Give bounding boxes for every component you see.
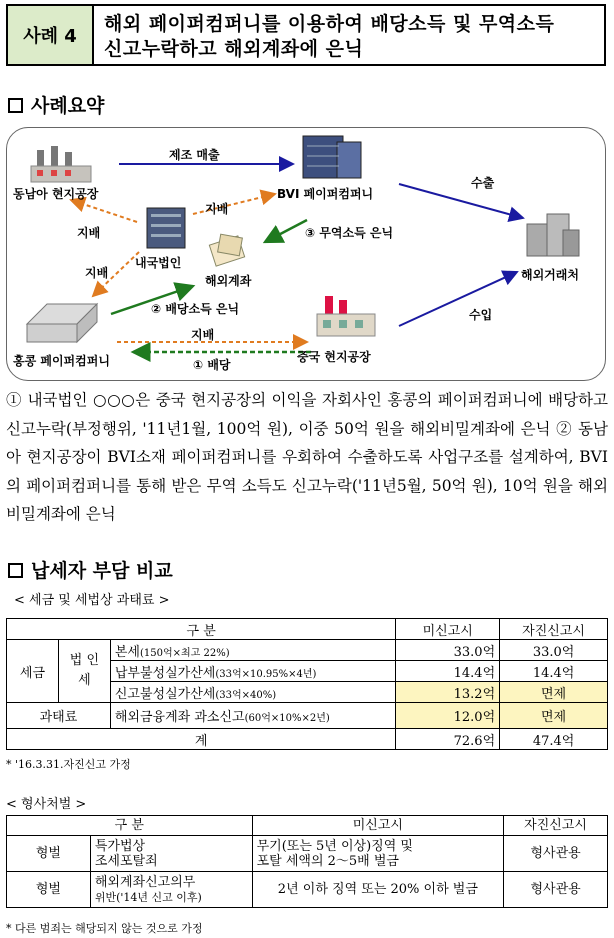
total-label: 계 [7, 729, 396, 750]
node-domestic: 내국법인 [135, 256, 182, 270]
penalty-table [6, 815, 608, 908]
summary-paragraph: ① 내국법인 ○○○은 중국 현지공장의 이익을 자회사인 홍콩의 페이퍼컴퍼니에 배당하고 신고누락(부정행위, '11년1월, 100억 원), 이중 50억 원을 해외비밀계좌에 은닉 ② 동남아 현지공장이 BVI소재 페이퍼컴퍼니를 우회하여 수출하도록 사업구조를 설계하여, BVI의 페이퍼컴퍼니를 통해 받은 무역 소득도 신고누락('11년5월, 50억 원), 10억 원을 해외비밀계좌에 은닉 [6, 391, 608, 523]
corp-tax-label: 법 인 세 [58, 640, 110, 703]
bvi-building-icon [303, 136, 361, 178]
node-sea-factory: 동남아 현지공장 [13, 187, 99, 201]
edge-import: 수입 [469, 308, 493, 322]
case-title-line1: 해외 페이퍼컴퍼니를 이용하여 배당소득 및 무역소득 [104, 13, 555, 35]
edge-control-1: 지배 [205, 202, 229, 216]
penalty-law: 특가법상 조세포탈죄 [90, 836, 252, 872]
fine-group-label: 과태료 [7, 703, 111, 729]
arrow-trade-hide [265, 220, 307, 242]
node-bvi-paper: BVI 페이퍼컴퍼니 [277, 187, 374, 201]
penalty-value: 형사관용 [504, 836, 608, 872]
hk-building-icon [27, 304, 97, 342]
penalty-header-category: 구 분 [7, 816, 253, 836]
penalty-header-col2: 자진신고시 [504, 816, 608, 836]
table2-footnote: * 다른 범죄는 해당되지 않는 것으로 가정 [6, 922, 203, 935]
section-summary-title: 사례요약 [8, 91, 104, 118]
case-diagram [6, 127, 606, 381]
tax-item: 납부불성실가산세(33억×10.95%×4년) [110, 661, 395, 682]
tax-item: 본세(150억×최고 22%) [110, 640, 395, 661]
tax-header-category: 구 분 [7, 619, 396, 640]
tax-header-col1: 미신고시 [396, 619, 500, 640]
tax-value: 14.4억 [396, 661, 500, 682]
tax-header-col2: 자진신고시 [500, 619, 608, 640]
table-row [7, 836, 608, 872]
fine-value-highlight: 12.0억 [396, 703, 500, 729]
case-label: 사례 4 [8, 6, 94, 64]
fine-item: 해외금융계좌 과소신고(60억×10%×2년) [110, 703, 395, 729]
case-header [6, 4, 606, 66]
china-factory-icon [317, 296, 375, 336]
edge-control-3: 지배 [85, 266, 109, 280]
table-row [7, 729, 608, 750]
edge-control-4: 지배 [191, 328, 215, 342]
table-row [7, 703, 608, 729]
edge-manufacturing-sales: 제조 매출 [169, 148, 220, 162]
node-hk-paper: 홍콩 페이퍼컴퍼니 [13, 354, 110, 368]
node-overseas-account: 해외계좌 [205, 274, 252, 288]
section-comparison-title: 납세자 부담 비교 [8, 556, 173, 583]
tax-group-label: 세금 [7, 640, 59, 703]
diagram-canvas [7, 128, 606, 381]
penalty-group: 형벌 [7, 836, 91, 872]
total-value: 72.6억 [396, 729, 500, 750]
table-row [7, 872, 608, 908]
tax-value: 14.4억 [500, 661, 608, 682]
tax-value: 33.0억 [500, 640, 608, 661]
arrow-import [399, 272, 517, 326]
tax-item: 신고불성실가산세(33억×40%) [110, 682, 395, 703]
fine-value-highlight: 면제 [500, 703, 608, 729]
node-foreign-partner: 해외거래처 [521, 268, 579, 282]
edge-control-2: 지배 [77, 226, 101, 240]
table1-caption: < 세금 및 세법상 과태료 > [14, 593, 170, 608]
total-value: 47.4억 [500, 729, 608, 750]
checkbox-square-icon [8, 563, 23, 578]
tax-value-highlight: 13.2억 [396, 682, 500, 703]
tax-table [6, 618, 608, 750]
edge-trade-hide: ③ 무역소득 은닉 [305, 226, 394, 240]
penalty-desc: 무기(또는 5년 이상)징역 및 포탈 세액의 2～5배 벌금 [252, 836, 504, 872]
bank-account-icon [209, 234, 244, 266]
tax-value-highlight: 면제 [500, 682, 608, 703]
penalty-desc: 2년 이하 징역 또는 20% 이하 벌금 [252, 872, 504, 908]
factory-icon [31, 146, 91, 182]
edge-dividend-hide: ② 배당소득 은닉 [151, 302, 240, 316]
penalty-law: 해외계좌신고의무 위반('14년 신고 이후) [90, 872, 252, 908]
penalty-value: 형사관용 [504, 872, 608, 908]
node-china-factory: 중국 현지공장 [297, 350, 371, 364]
edge-dividend: ① 배당 [193, 358, 231, 372]
table2-caption: < 형사처벌 > [6, 797, 87, 812]
edge-export: 수출 [471, 176, 495, 190]
case-title [94, 6, 604, 64]
case-title-line2: 신고누락하고 해외계좌에 은닉 [104, 38, 364, 60]
penalty-group: 형벌 [7, 872, 91, 908]
domestic-building-icon [147, 208, 185, 248]
tax-value: 33.0억 [396, 640, 500, 661]
penalty-header-col1: 미신고시 [252, 816, 504, 836]
arrow-control-sea [71, 200, 137, 222]
table1-footnote: * '16.3.31.자진신고 가정 [6, 758, 131, 771]
partner-building-icon [527, 214, 579, 256]
arrow-export [399, 184, 523, 218]
checkbox-square-icon [8, 98, 23, 113]
table-row [7, 640, 608, 661]
